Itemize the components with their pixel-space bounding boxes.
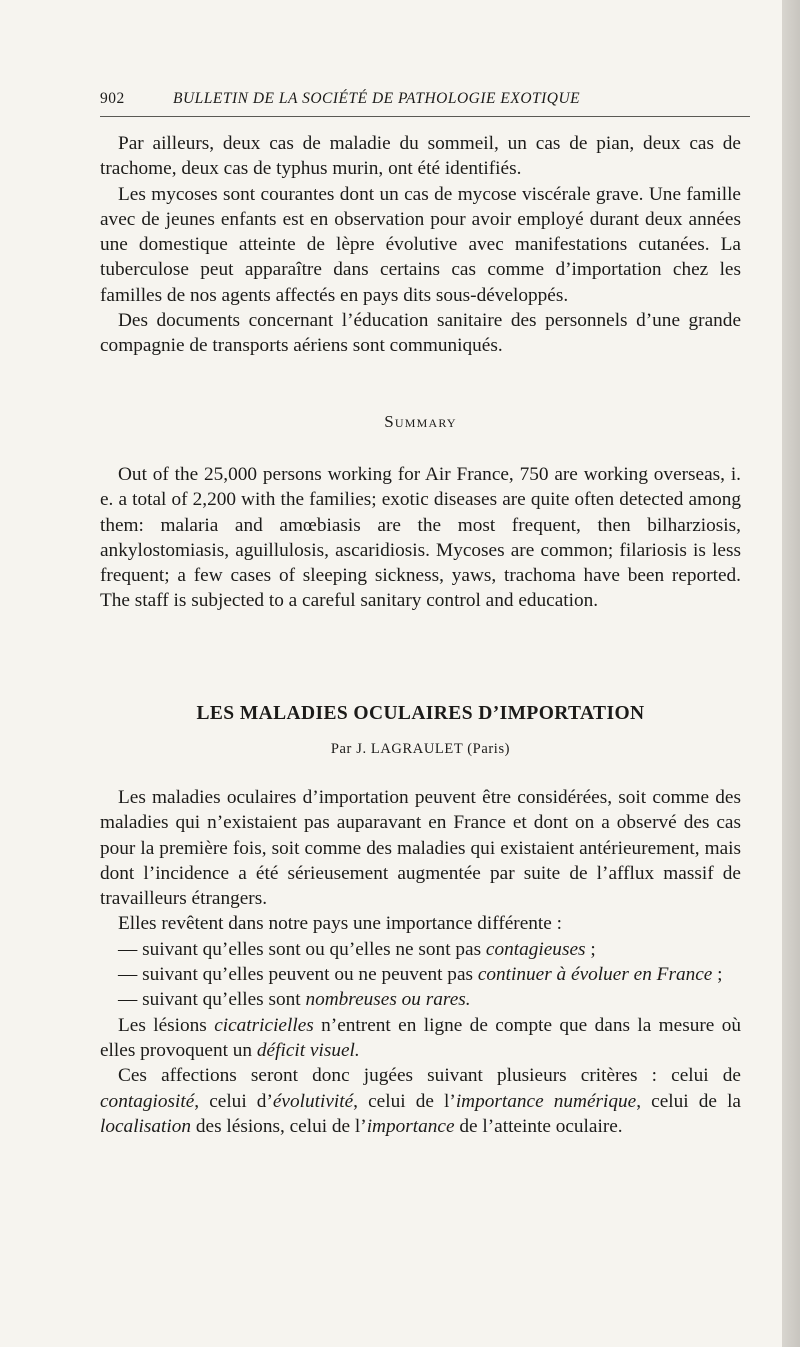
running-header [100, 90, 750, 114]
criteria-item-3 [100, 987, 741, 1012]
criteria-item-1 [100, 937, 741, 962]
p3-emphasis-1: cicatricielles [214, 1014, 314, 1036]
criteria-item-1-text: — suivant qu’elles sont ou qu’elles ne sont pas [118, 938, 486, 960]
criteria-item-2-emphasis: continuer à évoluer en France [477, 964, 713, 986]
intro-paragraph-2: Les mycoses sont courantes dont un cas de mycose viscérale grave. Une famille avec de jeunes enfants est en observation pour avoir employé durant deux années une domestique atteinte de lèpre évolutive avec manifestations cutanées. La tuberculose peut apparaître dans certains cas comme d’importation chez les familles de nos agents affectés en pays dits sous-développés. [100, 183, 741, 306]
intro-paragraph-1: Par ailleurs, deux cas de maladie du sommeil, un cas de pian, deux cas de trachome, deux cas de typhus murin, ont été identifiés. [100, 133, 741, 180]
p4-emphasis-4: localisation [100, 1115, 192, 1137]
criteria-item-2 [100, 962, 741, 987]
page-number: 902 [100, 90, 125, 107]
header-rule [100, 116, 750, 117]
intro-text [100, 131, 741, 359]
p4-text-b: , celui d’ [194, 1090, 273, 1112]
article-title: LES MALADIES OCULAIRES D’IMPORTATION [196, 703, 645, 724]
article-paragraph-4 [100, 1063, 741, 1139]
p4-emphasis-2: évolutivité [272, 1090, 354, 1112]
criteria-item-2-text: — suivant qu’elles peuvent ou ne peuvent pas [118, 964, 478, 986]
article-body [100, 785, 741, 1139]
article-paragraph-2: Elles revêtent dans notre pays une importance différente : [118, 913, 563, 935]
intro-paragraph-3: Des documents concernant l’éducation sanitaire des personnels d’une grande compagnie de transports aériens sont communiqués. [100, 310, 741, 357]
summary-paragraph: Out of the 25,000 persons working for Air France, 750 are working overseas, i. e. a total of 2,200 with the families; exotic diseases are quite often detected among them: malaria and amœbiasis are the most frequent, then bilharziosis, ankylostomiasis, aguillulosis, ascaridiosis. Mycoses are common; filariosis is less frequent; a few cases of sleeping sickness, yaws, trachoma have been reported. The staff is subjected to a careful sanitary control and education. [100, 464, 741, 612]
running-title: BULLETIN DE LA SOCIÉTÉ DE PATHOLOGIE EXOTIQUE [173, 90, 581, 107]
p3-text-b: n’entrent en ligne de compte que dans la mesure où elles provoquent un [100, 1014, 741, 1061]
criteria-item-1-emphasis: contagieuses [485, 938, 586, 960]
p4-emphasis-1: contagiosité [100, 1090, 195, 1112]
p3-emphasis-2: déficit visuel. [256, 1039, 360, 1061]
summary-heading: Summary [384, 412, 457, 431]
p3-text-a: Les lésions [118, 1014, 215, 1036]
p4-text-f: de l’atteinte oculaire. [454, 1115, 623, 1137]
criteria-item-1-end: ; [585, 938, 596, 960]
page-edge [782, 0, 800, 1347]
article-paragraph-1: Les maladies oculaires d’importation peuvent être considérées, soit comme des maladies qui n’existaient pas auparavant en France et dont on a observé des cas pour la première fois, soit comme des maladies qui existaient antérieurement, mais dont l’incidence a été sérieusement augmentée par suite de l’afflux massif de travailleurs étrangers. [100, 787, 741, 910]
article-author: Par J. LAGRAULET (Paris) [330, 741, 511, 757]
article-paragraph-3 [100, 1013, 741, 1064]
p4-text-a: Ces affections seront donc jugées suivant plusieurs critères : celui de [118, 1065, 741, 1087]
p4-text-e: des lésions, celui de l’ [191, 1115, 367, 1137]
p4-text-d: , celui de la [636, 1090, 741, 1112]
criteria-item-2-end: ; [712, 964, 723, 986]
p4-text-c: , celui de l’ [353, 1090, 456, 1112]
p4-emphasis-3: importance numérique [455, 1090, 637, 1112]
summary-text-block [100, 462, 741, 614]
criteria-item-3-emphasis: nombreuses ou rares. [305, 989, 471, 1011]
criteria-item-3-text: — suivant qu’elles sont [118, 989, 306, 1011]
p4-emphasis-5: importance [366, 1115, 455, 1137]
